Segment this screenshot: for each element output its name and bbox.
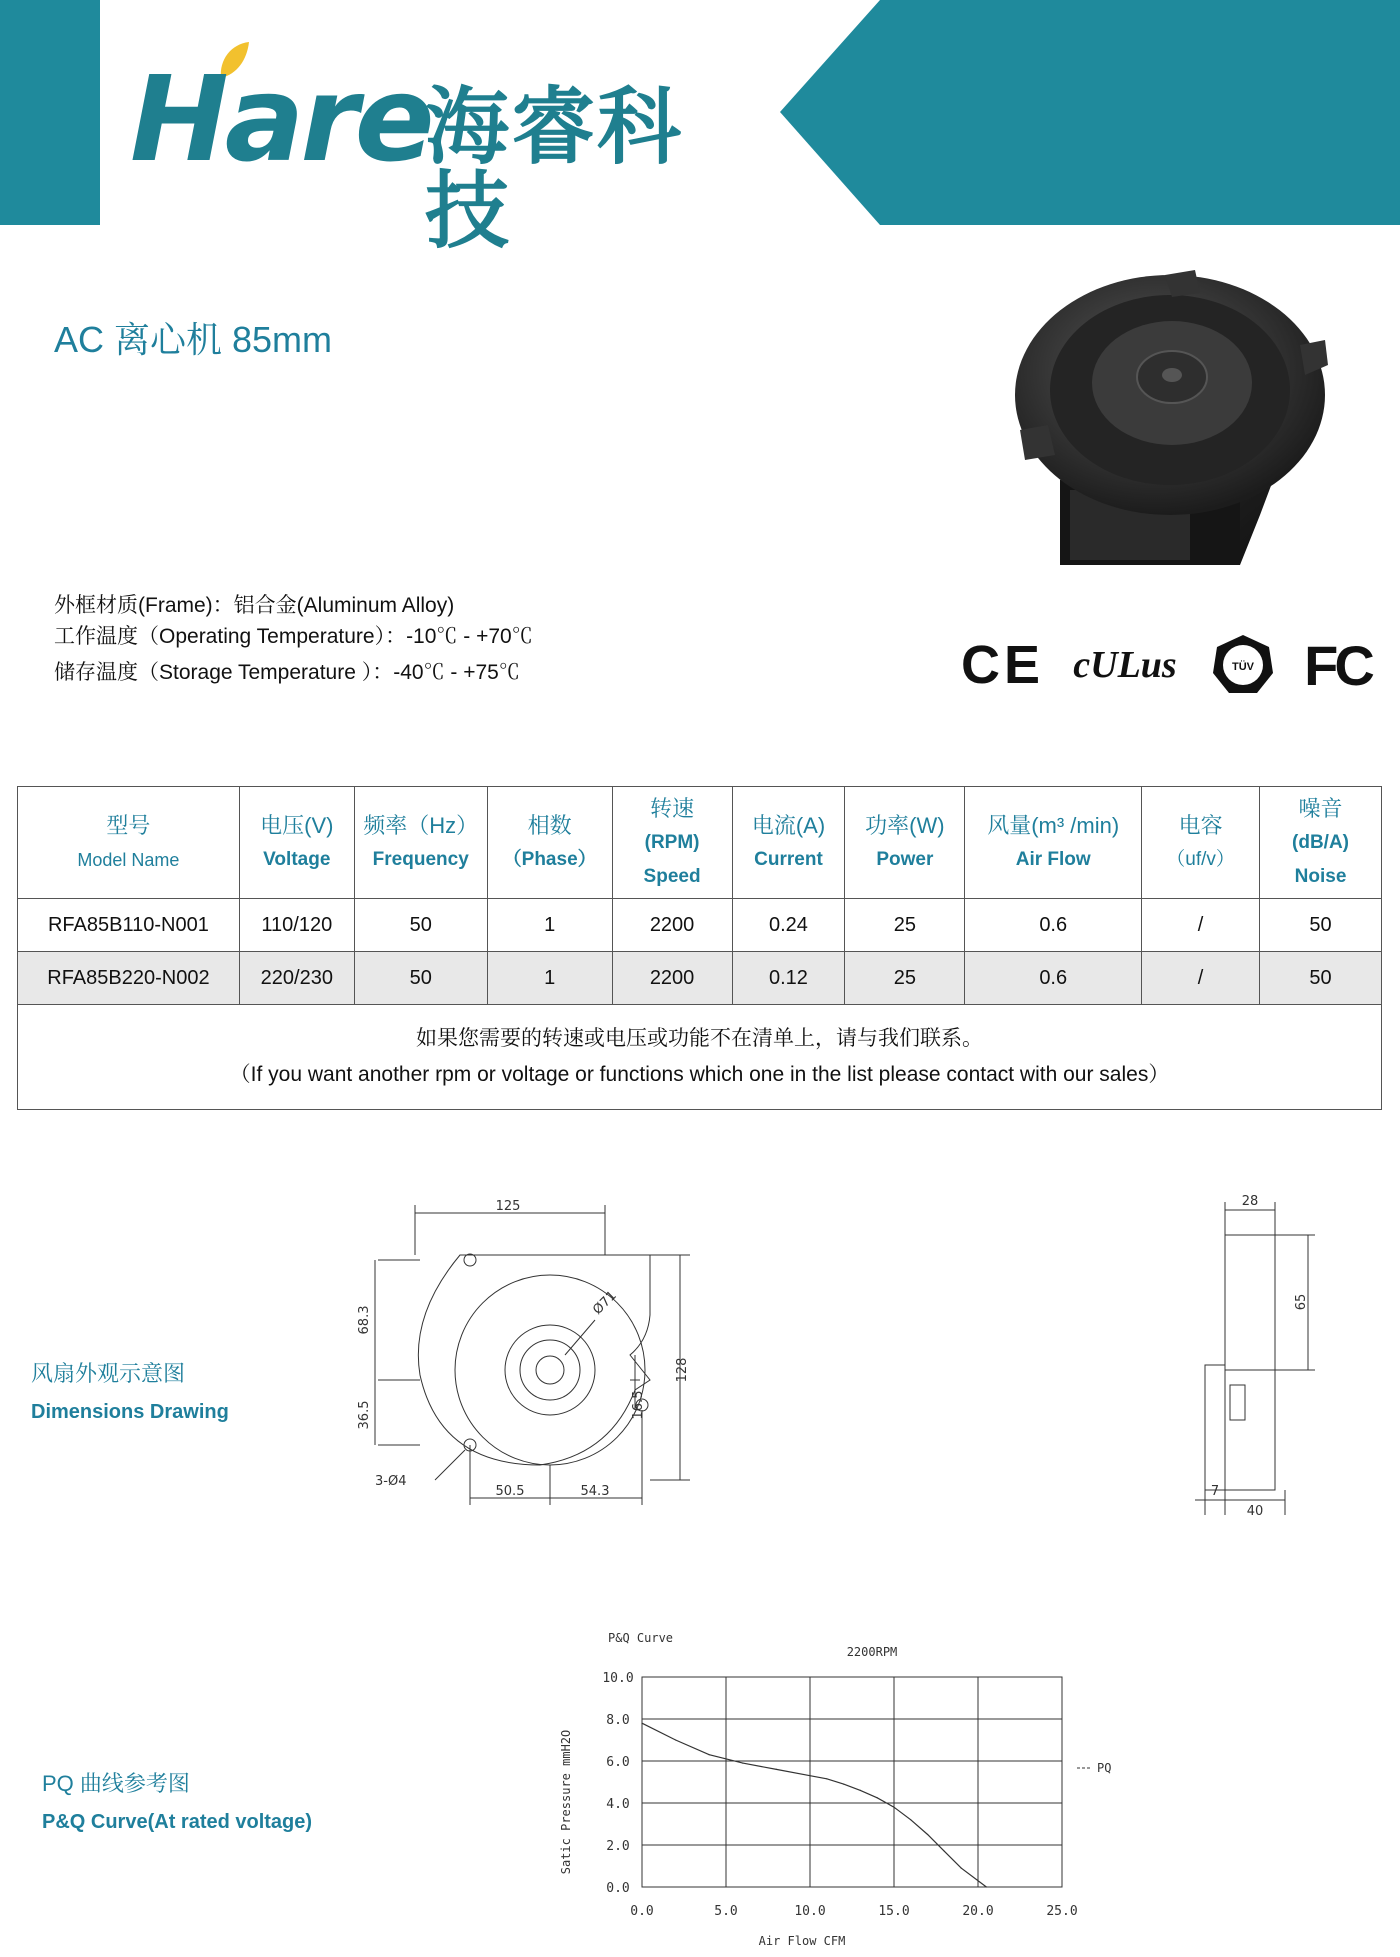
y-tick-label: 10.0 [602, 1671, 634, 1686]
y-axis-label: Satic Pressure mmH2O [559, 1729, 573, 1875]
cell-noise: 50 [1260, 952, 1382, 1005]
dim-bottom-left: 50.5 [495, 1484, 525, 1499]
dim-side-bottom: 40 [1246, 1504, 1264, 1519]
dimension-drawing-side [1185, 1190, 1320, 1520]
header-airflow: 风量(m³ /min) Air Flow [965, 787, 1142, 899]
dim-side-height: 65 [1294, 1293, 1309, 1311]
cell-model: RFA85B110-N001 [18, 899, 240, 952]
cell-phase: 1 [487, 899, 612, 952]
spec-list [54, 590, 533, 688]
data-point [910, 1819, 911, 1820]
data-point [860, 1790, 861, 1791]
ce-logo: CE [961, 635, 1045, 695]
spec-storage-temp: 储存温度（Storage Temperature ）：-40℃ - +75℃ [54, 661, 520, 684]
dim-side-top: 28 [1241, 1194, 1259, 1209]
product-title: AC 离心机 85mm [54, 319, 333, 360]
brand-name-en: Hare [130, 50, 431, 188]
cell-speed: 2200 [612, 899, 732, 952]
cell-capacitor: / [1142, 899, 1260, 952]
header-voltage: 电压(V) Voltage [239, 787, 354, 899]
y-tick-label: 4.0 [606, 1797, 630, 1812]
header-speed: 转速 (RPM) Speed [612, 787, 732, 899]
dim-height: 128 [675, 1357, 690, 1383]
dimensions-label [31, 1355, 229, 1431]
x-tick-label: 25.0 [1046, 1904, 1078, 1919]
dim-holes: 3-Ø4 [375, 1474, 407, 1489]
brand-logo [125, 40, 765, 260]
data-point [641, 1723, 642, 1724]
dim-width: 125 [495, 1199, 521, 1214]
cell-power: 25 [845, 899, 965, 952]
data-point [986, 1886, 987, 1887]
header [0, 0, 1400, 260]
data-point [826, 1778, 827, 1779]
header-model: 型号 Model Name [18, 787, 240, 899]
chart-title: P&Q Curve [608, 1631, 674, 1645]
ul-logo: cULus [1073, 644, 1177, 686]
dimensions-label-en: Dimensions Drawing [31, 1401, 229, 1423]
svg-text:TÜV: TÜV [1232, 661, 1254, 673]
tuv-logo [1208, 630, 1278, 700]
table-header-row [18, 787, 1382, 899]
header-arrow-banner [780, 0, 1400, 225]
cell-frequency: 50 [354, 899, 487, 952]
fc-logo: FC [1304, 633, 1371, 697]
fan-product-image [1000, 265, 1330, 585]
pq-label-en: P&Q Curve(At rated voltage) [42, 1811, 313, 1833]
data-point [776, 1769, 777, 1770]
header-accent-bar [0, 0, 100, 225]
data-point [877, 1797, 878, 1798]
cell-current: 0.24 [732, 899, 845, 952]
pq-chart [545, 1620, 1145, 1957]
data-point [709, 1754, 710, 1755]
note-en: （If you want another rpm or voltage or functions which one in the list please contact with our sales） [229, 1063, 1170, 1086]
cell-noise: 50 [1260, 899, 1382, 952]
data-point [843, 1784, 844, 1785]
x-tick-label: 15.0 [878, 1904, 910, 1919]
cell-voltage: 220/230 [239, 952, 354, 1005]
table-note [18, 1005, 1382, 1110]
series-line-pq [642, 1723, 986, 1887]
dim-lower: 36.5 [357, 1400, 372, 1430]
x-tick-label: 20.0 [962, 1904, 994, 1919]
cell-model: RFA85B220-N002 [18, 952, 240, 1005]
cell-current: 0.12 [732, 952, 845, 1005]
data-point [893, 1807, 894, 1808]
dim-outlet: 16.5 [631, 1390, 646, 1420]
header-frequency: 频率（Hz） Frequency [354, 787, 487, 899]
pq-label-cn: PQ 曲线参考图 [42, 1771, 190, 1796]
spec-operating-temp: 工作温度（Operating Temperature）：-10℃ - +70℃ [54, 625, 533, 648]
data-point [944, 1851, 945, 1852]
dim-upper: 68.3 [357, 1305, 372, 1335]
x-tick-label: 10.0 [794, 1904, 826, 1919]
header-capacitor: 电容 （uf/v） [1142, 787, 1260, 899]
x-tick-label: 5.0 [714, 1904, 738, 1919]
spec-table [17, 786, 1382, 1110]
chart-frame [642, 1677, 1062, 1887]
table-row [18, 899, 1382, 952]
dim-diameter: Ø71 [590, 1288, 620, 1318]
x-tick-label: 0.0 [630, 1904, 654, 1919]
data-point [927, 1834, 928, 1835]
data-point [675, 1739, 676, 1740]
dim-side-small: 7 [1210, 1484, 1220, 1499]
tuv-icon [1211, 633, 1275, 697]
header-noise: 噪音 (dB/A) Noise [1260, 787, 1382, 899]
cell-power: 25 [845, 952, 965, 1005]
chart-subtitle: 2200RPM [846, 1645, 898, 1659]
spec-frame: 外框材质(Frame)：铝合金(Aluminum Alloy) [54, 594, 455, 617]
cell-frequency: 50 [354, 952, 487, 1005]
brand-name-cn: 海睿科技 [425, 78, 684, 260]
table-row [18, 952, 1382, 1005]
dimensions-label-cn: 风扇外观示意图 [31, 1361, 186, 1386]
header-current: 电流(A) Current [732, 787, 845, 899]
certification-logos [961, 630, 1375, 700]
cell-airflow: 0.6 [965, 952, 1142, 1005]
cell-phase: 1 [487, 952, 612, 1005]
y-tick-label: 6.0 [606, 1755, 630, 1770]
table-note-row [18, 1005, 1382, 1110]
cell-speed: 2200 [612, 952, 732, 1005]
cell-voltage: 110/120 [239, 899, 354, 952]
header-power: 功率(W) Power [845, 787, 965, 899]
dimension-drawing-front [357, 1195, 740, 1515]
legend-label: PQ [1097, 1761, 1112, 1775]
x-axis-label: Air Flow CFM [758, 1934, 846, 1948]
pq-label [42, 1765, 312, 1841]
note-cn: 如果您需要的转速或电压或功能不在清单上，请与我们联系。 [416, 1027, 983, 1050]
y-tick-label: 0.0 [606, 1881, 630, 1896]
data-point [809, 1775, 810, 1776]
data-point [742, 1763, 743, 1764]
cell-capacitor: / [1142, 952, 1260, 1005]
header-phase: 相数 （Phase） [487, 787, 612, 899]
data-point [961, 1868, 962, 1869]
y-tick-label: 8.0 [606, 1713, 630, 1728]
dim-bottom-right: 54.3 [580, 1484, 610, 1499]
y-tick-label: 2.0 [606, 1839, 630, 1854]
cell-airflow: 0.6 [965, 899, 1142, 952]
